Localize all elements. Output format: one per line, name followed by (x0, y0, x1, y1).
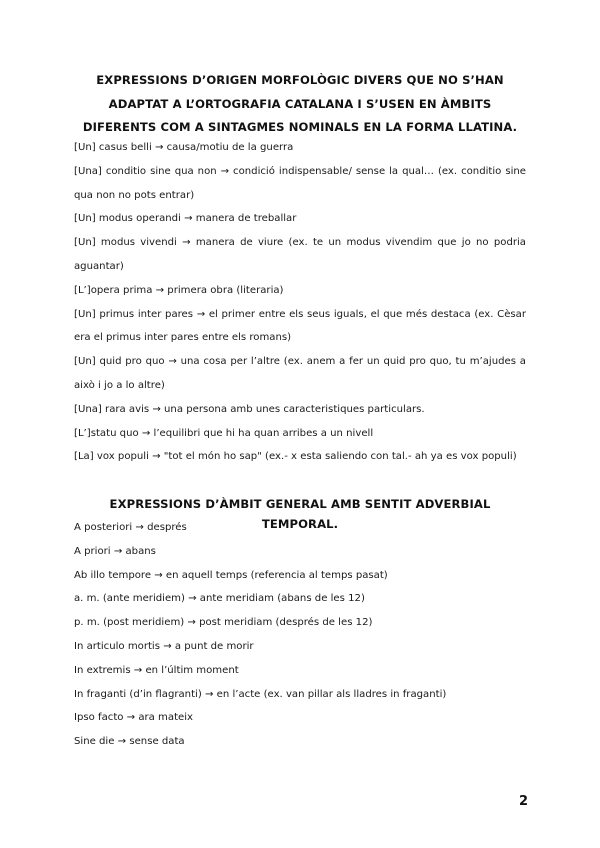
list-item: [Una] conditio sine qua non → condició indispensable/ sense la qual… (ex. conditio sine qua non no pots entrar) (74, 165, 526, 201)
page-number: 2 (518, 794, 528, 809)
list-item: p. m. (post meridiem) → post meridiam (després de les 12) (74, 617, 373, 629)
list-item: [Un] primus inter pares → el primer entre els seus iguals, el que més destaca (ex. Cèsar era el primus inter pares entre els romans) (74, 308, 526, 344)
list-item: [L’]opera prima → primera obra (literaria) (74, 284, 284, 296)
list-item: A priori → abans (74, 545, 156, 557)
list-item: Sine die → sense data (74, 736, 185, 748)
adverbial-temporal-expressions-list (74, 516, 526, 754)
section-heading-adverbial-temporal: EXPRESSIONS D’ÀMBIT GENERAL AMB SENTIT ADVERBIAL TEMPORAL. (109, 497, 491, 531)
list-item: In articulo mortis → a punt de morir (74, 640, 254, 652)
list-item: Ipso facto → ara mateix (74, 712, 194, 724)
list-item: [Un] modus operandi → manera de treballar (74, 213, 297, 225)
list-item: [Una] rara avis → una persona amb unes caracteristiques particulars. (74, 403, 425, 415)
list-item: [Un] quid pro quo → una cosa per l’altre (ex. anem a fer un quid pro quo, tu m’ajudes a això i jo a lo altre) (74, 356, 526, 391)
list-item: [La] vox populi → "tot el món ho sap" (ex.- x esta saliendo con tal.- ah ya es vox populi) (74, 451, 517, 463)
list-item: a. m. (ante meridiem) → ante meridiam (abans de les 12) (74, 593, 365, 605)
list-item: [Un] casus belli → causa/motiu de la guerra (74, 142, 294, 153)
section-heading-latin-nominal: EXPRESSIONS D’ORIGEN MORFOLÒGIC DIVERS QUE NO S’HAN ADAPTAT A L’ORTOGRAFIA CATALANA I S’USEN EN ÀMBITS DIFERENTS COM A SINTAGMES NOMINALS EN LA FORMA LLATINA. (82, 73, 518, 134)
list-item: [L’]statu quo → l’equilibri que hi ha quan arribes a un nivell (74, 427, 374, 439)
list-item: In extremis → en l’últim moment (74, 664, 239, 676)
list-item: A posteriori → després (74, 522, 187, 533)
list-item: Ab illo tempore → en aquell temps (referencia al temps pasat) (74, 569, 388, 581)
list-item: [Un] modus vivendi → manera de viure (ex. te un modus vivendim que jo no podria aguantar) (74, 237, 526, 272)
latin-nominal-expressions-list (74, 136, 526, 469)
list-item: In fraganti (d’in flagranti) → en l’acte (ex. van pillar als lladres in fraganti) (74, 688, 447, 700)
